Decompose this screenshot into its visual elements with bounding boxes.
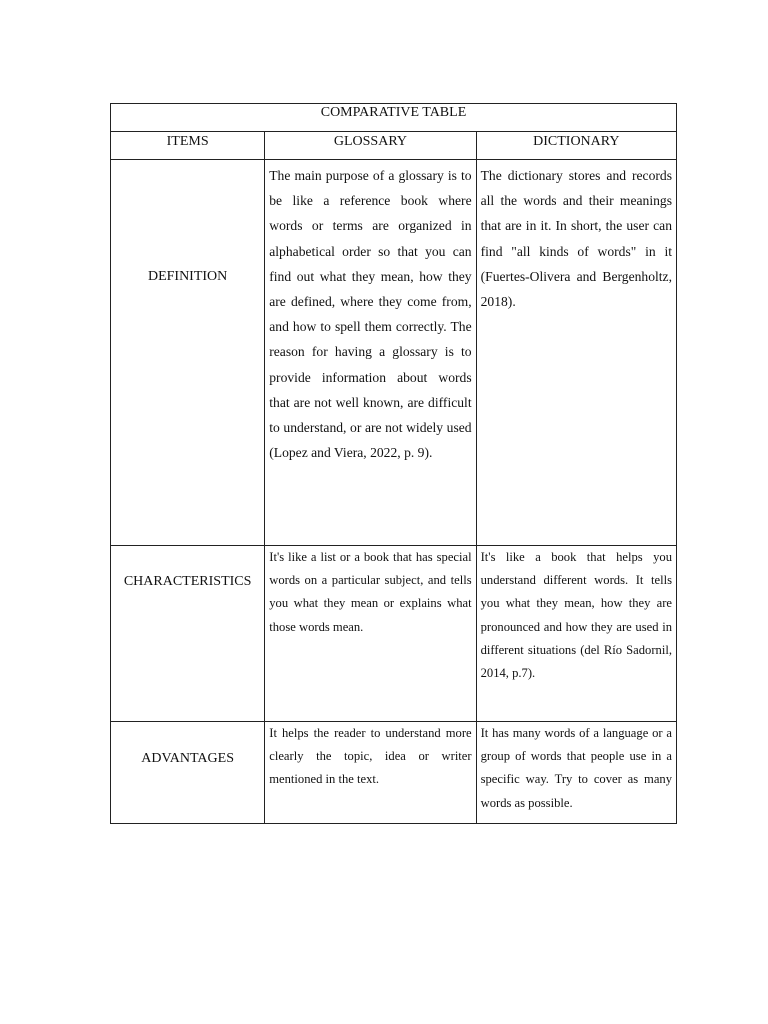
table-row <box>111 160 677 546</box>
table-row <box>111 722 677 824</box>
dictionary-cell-advantages: It has many words of a language or a group of words that people use in a specific way. Try to cover as many words as possible. <box>476 722 676 824</box>
table-header-row <box>111 132 677 160</box>
table-row <box>111 546 677 722</box>
table-title-row <box>111 104 677 132</box>
glossary-cell-definition: The main purpose of a glossary is to be like a reference book where words or terms are organized in alphabetical order so that you can find out what they mean, how they are defined, where they come from, and how to spell them correctly. The reason for having a glossary is to provide information about words that are not well known, are difficult to understand, or are not widely used (Lopez and Viera, 2022, p. 9). <box>265 160 476 546</box>
header-glossary: GLOSSARY <box>265 132 476 160</box>
dictionary-cell-definition: The dictionary stores and records all the words and their meanings that are in it. In short, the user can find "all kinds of words" in it (Fuertes-Olivera and Bergenholtz, 2018). <box>476 160 676 546</box>
dictionary-cell-characteristics: It's like a book that helps you understand different words. It tells you what they mean, how they are pronounced and how they are used in different situations (del Río Sadornil, 2014, p.7). <box>476 546 676 722</box>
row-label-characteristics: CHARACTERISTICS <box>111 546 265 722</box>
comparative-table <box>110 103 677 824</box>
table-title-text: COMPARATIVE TABLE <box>320 104 467 120</box>
glossary-cell-characteristics: It's like a list or a book that has special words on a particular subject, and tells you what they mean or explains what those words mean. <box>265 546 476 722</box>
header-items: ITEMS <box>111 132 265 160</box>
table-title <box>111 104 677 132</box>
row-label-advantages: ADVANTAGES <box>111 722 265 824</box>
glossary-cell-advantages: It helps the reader to understand more clearly the topic, idea or writer mentioned in the text. <box>265 722 476 824</box>
header-dictionary: DICTIONARY <box>476 132 676 160</box>
row-label-definition: DEFINITION <box>111 160 265 546</box>
